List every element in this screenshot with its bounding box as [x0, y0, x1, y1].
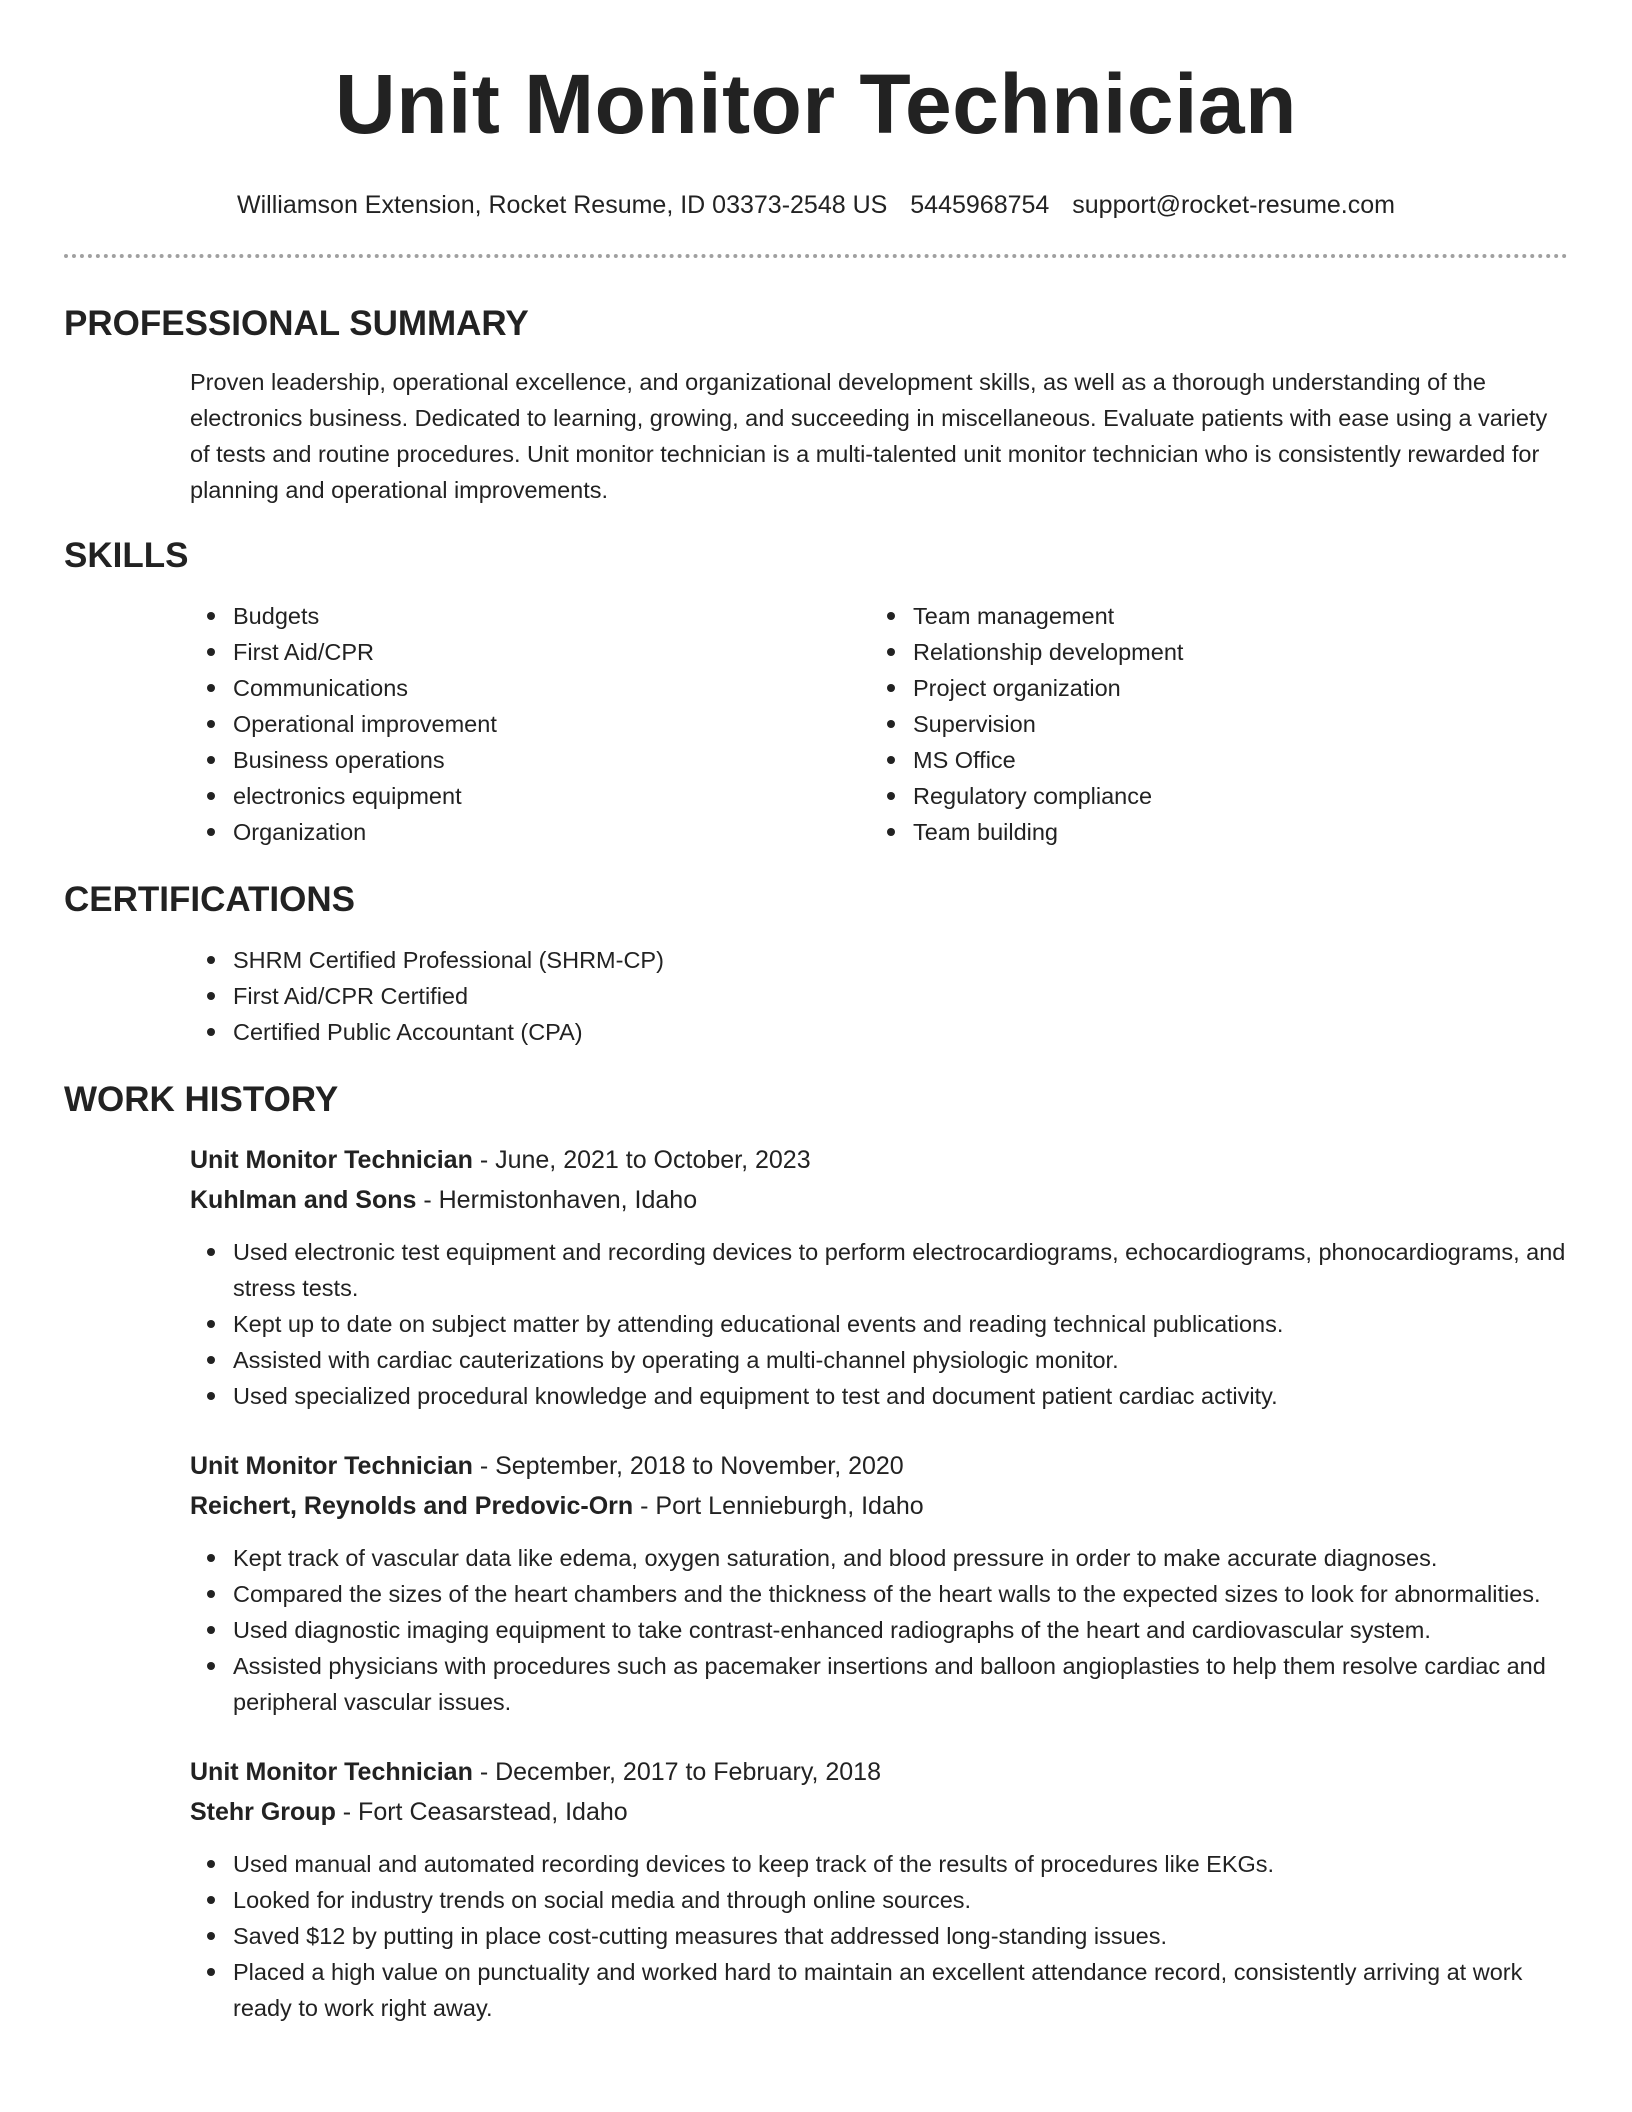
list-item: Organization — [190, 814, 870, 850]
list-item: Kept track of vascular data like edema, oxygen saturation, and blood pressure in order to make accurate diagnoses. — [190, 1540, 1568, 1576]
job-location: - Fort Ceasarstead, Idaho — [335, 1798, 628, 1826]
skills-grid — [190, 598, 1568, 850]
job-bullets — [190, 1846, 1568, 2026]
job-bullets — [190, 1234, 1568, 1414]
job-company: Reichert, Reynolds and Predovic-Orn — [190, 1492, 634, 1520]
list-item: Communications — [190, 670, 870, 706]
job-role: Unit Monitor Technician — [190, 1452, 473, 1480]
job-dates: - September, 2018 to November, 2020 — [472, 1452, 904, 1480]
job-bullets — [190, 1540, 1568, 1720]
section-title-work-history: WORK HISTORY — [64, 1080, 339, 1119]
list-item: Certified Public Accountant (CPA) — [190, 1014, 1568, 1050]
list-item: Used manual and automated recording devices to keep track of the results of procedures like EKGs. — [190, 1846, 1568, 1882]
list-item: Used diagnostic imaging equipment to take contrast-enhanced radiographs of the heart and cardiovascular system. — [190, 1612, 1568, 1648]
section-title-summary: PROFESSIONAL SUMMARY — [64, 304, 529, 343]
job-title-line — [190, 1140, 1568, 1180]
job-location: - Port Lennieburgh, Idaho — [633, 1492, 924, 1520]
list-item: Supervision — [870, 706, 1550, 742]
resume-page — [64, 0, 1568, 2026]
job-company: Kuhlman and Sons — [190, 1186, 417, 1214]
job-company-line — [190, 1486, 1568, 1526]
email: support@rocket-resume.com — [1072, 191, 1395, 219]
contact-line — [64, 190, 1568, 220]
list-item: Operational improvement — [190, 706, 870, 742]
skills-section — [64, 536, 1568, 850]
job-company-line — [190, 1792, 1568, 1832]
section-title-certifications: CERTIFICATIONS — [64, 880, 356, 919]
job-location: - Hermistonhaven, Idaho — [416, 1186, 698, 1214]
list-item: Regulatory compliance — [870, 778, 1550, 814]
header-divider — [64, 254, 1568, 258]
list-item: Used electronic test equipment and recording devices to perform electrocardiograms, echocardiograms, phonocardiograms, and stress tests. — [190, 1234, 1568, 1306]
list-item: Compared the sizes of the heart chambers and the thickness of the heart walls to the expected sizes to look for abnormalities. — [190, 1576, 1568, 1612]
list-item: electronics equipment — [190, 778, 870, 814]
list-item: Relationship development — [870, 634, 1550, 670]
job-dates: - December, 2017 to February, 2018 — [472, 1758, 881, 1786]
address: Williamson Extension, Rocket Resume, ID 03373-2548 US — [237, 191, 888, 219]
list-item: Assisted with cardiac cauterizations by operating a multi-channel physiologic monitor. — [190, 1342, 1568, 1378]
job-entry — [190, 1446, 1568, 1720]
list-item: Used specialized procedural knowledge and equipment to test and document patient cardiac activity. — [190, 1378, 1568, 1414]
section-title-skills: SKILLS — [64, 536, 189, 575]
summary-text: Proven leadership, operational excellence, and organizational development skills, as well as a thorough understanding of the electronics business. Dedicated to learning, growing, and succeeding in miscellaneous. Evaluate patients with ease using a variety of tests and routine procedures. Unit monitor technician is a multi-talented unit monitor technician who is consistently rewarded for planning and operational improvements. — [190, 369, 1548, 503]
certifications-list — [190, 942, 1568, 1050]
job-dates: - June, 2021 to October, 2023 — [472, 1146, 811, 1174]
summary-section — [64, 304, 1568, 508]
candidate-name: Unit Monitor Technician — [335, 57, 1297, 151]
list-item: Business operations — [190, 742, 870, 778]
list-item: Looked for industry trends on social media and through online sources. — [190, 1882, 1568, 1918]
list-item: Budgets — [190, 598, 870, 634]
list-item: Kept up to date on subject matter by attending educational events and reading technical publications. — [190, 1306, 1568, 1342]
list-item: Team management — [870, 598, 1550, 634]
job-title-line — [190, 1752, 1568, 1792]
job-entry — [190, 1752, 1568, 2026]
work-history-section — [64, 1080, 1568, 2026]
skills-left-column — [190, 598, 870, 850]
job-entry — [190, 1140, 1568, 1414]
certifications-section — [64, 880, 1568, 1050]
job-company: Stehr Group — [190, 1798, 336, 1826]
job-title-line — [190, 1446, 1568, 1486]
list-item: Assisted physicians with procedures such as pacemaker insertions and balloon angioplasties to help them resolve cardiac and peripheral vascular issues. — [190, 1648, 1568, 1720]
job-role: Unit Monitor Technician — [190, 1146, 473, 1174]
list-item: MS Office — [870, 742, 1550, 778]
list-item: First Aid/CPR — [190, 634, 870, 670]
phone: 5445968754 — [910, 191, 1050, 219]
list-item: First Aid/CPR Certified — [190, 978, 1568, 1014]
list-item: Project organization — [870, 670, 1550, 706]
list-item: Team building — [870, 814, 1550, 850]
list-item: SHRM Certified Professional (SHRM-CP) — [190, 942, 1568, 978]
job-company-line — [190, 1180, 1568, 1220]
list-item: Placed a high value on punctuality and worked hard to maintain an excellent attendance record, consistently arriving at work ready to work right away. — [190, 1954, 1568, 2026]
list-item: Saved $12 by putting in place cost-cutting measures that addressed long-standing issues. — [190, 1918, 1568, 1954]
skills-right-column — [870, 598, 1550, 850]
job-role: Unit Monitor Technician — [190, 1758, 473, 1786]
